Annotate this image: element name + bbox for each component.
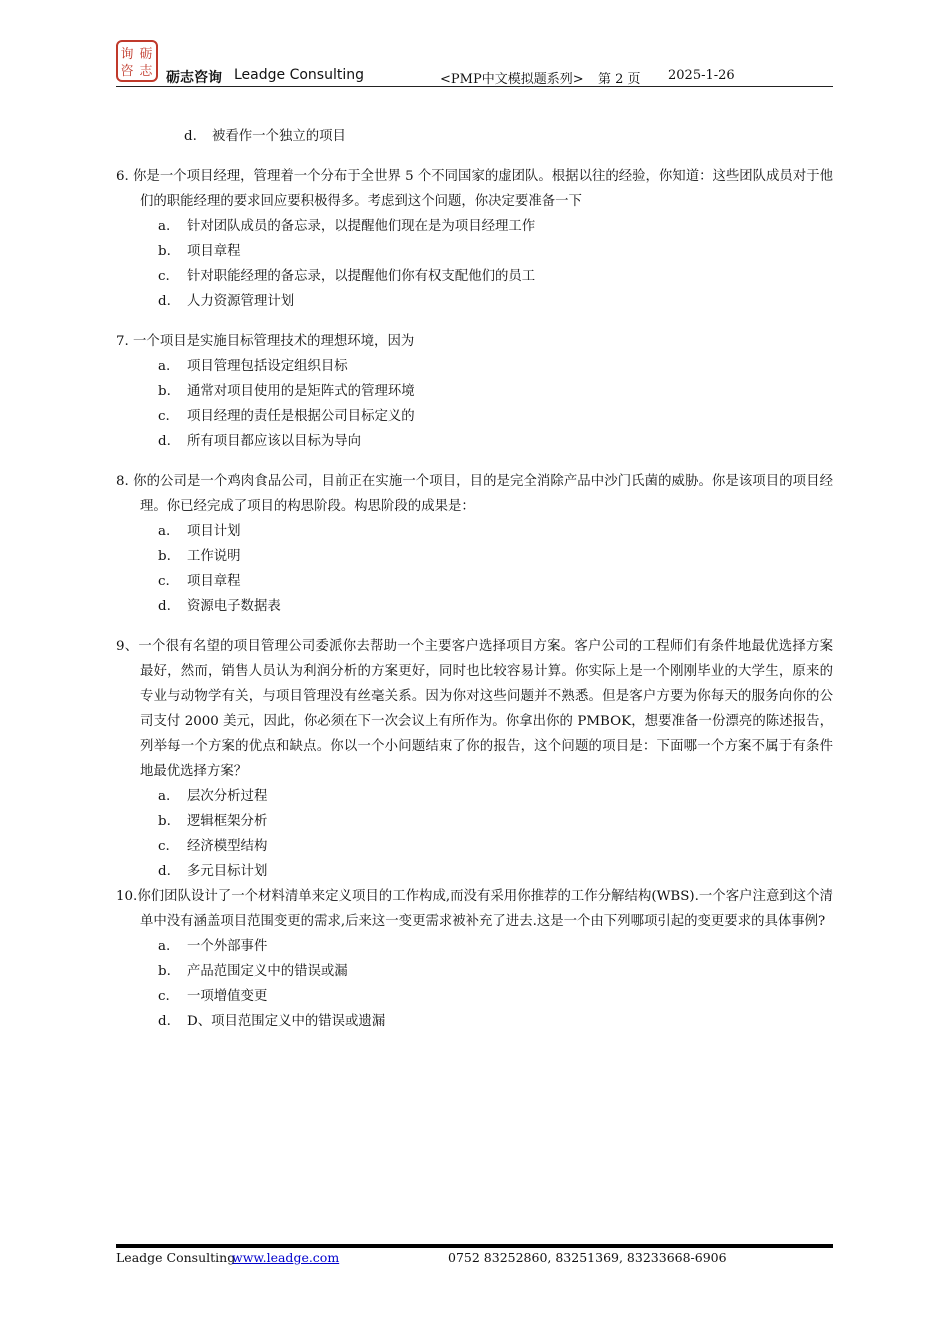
- option-text: 逻辑框架分析: [187, 814, 268, 829]
- option-label: a.: [158, 524, 171, 539]
- question-6: [116, 164, 833, 314]
- option-label: c.: [158, 839, 170, 854]
- question-stem: 8. 你的公司是一个鸡肉食品公司，目前正在实施一个项目，目的是完全消除产品中沙门氏菌的威胁。你是该项目的项目经理。你已经完成了项目的构思阶段。构思阶段的成果是：: [116, 474, 833, 514]
- option-text: 项目计划: [187, 524, 241, 539]
- option-label: b.: [158, 384, 171, 399]
- option-text: 项目章程: [187, 574, 241, 589]
- option-label: c.: [158, 989, 170, 1004]
- company-name-cn: 砺志咨询: [166, 70, 222, 86]
- option-label: c.: [158, 409, 170, 424]
- option-text: 项目章程: [187, 244, 241, 259]
- option-text: 工作说明: [187, 549, 241, 564]
- footer-phone: 0752 83252860, 83251369, 83233668-6906: [448, 1250, 727, 1265]
- option-text: 项目管理包括设定组织目标: [187, 359, 348, 374]
- option-label: b.: [158, 814, 171, 829]
- question-stem: 7. 一个项目是实施目标管理技术的理想环境，因为: [116, 334, 415, 349]
- footer-company: Leadge Consulting: [116, 1250, 236, 1265]
- option-text: 一项增值变更: [187, 989, 268, 1004]
- option-text: 针对团队成员的备忘录，以提醒他们现在是为项目经理工作: [187, 219, 536, 234]
- option-label: d.: [158, 434, 171, 449]
- option-text: 被看作一个独立的项目: [212, 129, 346, 144]
- option-text: D、项目范围定义中的错误或遗漏: [187, 1014, 386, 1029]
- option-text: 多元目标计划: [187, 864, 268, 879]
- option-text: 项目经理的责任是根据公司目标定义的: [187, 409, 415, 424]
- option-label: d.: [158, 294, 171, 309]
- option-item: [116, 429, 833, 454]
- option-label: c.: [158, 269, 170, 284]
- seal-char: 志: [139, 64, 153, 79]
- option-text: 通常对项目使用的是矩阵式的管理环境: [187, 384, 415, 399]
- option-item: [116, 569, 833, 594]
- option-item: [116, 404, 833, 429]
- option-item: [116, 959, 833, 984]
- question-9: [116, 634, 833, 884]
- option-item: [116, 519, 833, 544]
- option-label: c.: [158, 574, 170, 589]
- document-body: [116, 124, 833, 1034]
- seal-char: 咨: [120, 64, 134, 79]
- option-item: [116, 594, 833, 619]
- seal-char: 砺: [139, 47, 153, 62]
- option-item: [116, 379, 833, 404]
- option-item: [116, 984, 833, 1009]
- option-text: 产品范围定义中的错误或漏: [187, 964, 348, 979]
- option-text: 一个外部事件: [187, 939, 268, 954]
- option-item: [116, 124, 833, 149]
- option-label: b.: [158, 244, 171, 259]
- option-label: d.: [158, 1014, 171, 1029]
- option-label: a.: [158, 789, 171, 804]
- question-10: [116, 884, 833, 1034]
- option-item: [116, 264, 833, 289]
- option-label: d.: [158, 599, 171, 614]
- option-item: [116, 859, 833, 884]
- company-name-en: Leadge Consulting: [234, 67, 364, 83]
- seal-char: 询: [120, 47, 134, 62]
- option-item: [116, 354, 833, 379]
- option-text: 资源电子数据表: [187, 599, 281, 614]
- option-item: [116, 214, 833, 239]
- option-text: 针对职能经理的备忘录，以提醒他们你有权支配他们的员工: [187, 269, 536, 284]
- option-label: a.: [158, 219, 171, 234]
- option-text: 经济模型结构: [187, 839, 268, 854]
- document-date: 2025-1-26: [668, 68, 735, 83]
- option-item: [116, 834, 833, 859]
- option-item: [116, 809, 833, 834]
- option-item: [116, 784, 833, 809]
- option-label: b.: [158, 549, 171, 564]
- option-item: [116, 239, 833, 264]
- question-8: [116, 469, 833, 619]
- option-item: [116, 1009, 833, 1034]
- series-title: <PMP中文模拟题系列>: [440, 72, 584, 87]
- option-label: d.: [184, 129, 197, 144]
- option-text: 层次分析过程: [187, 789, 268, 804]
- option-item: [116, 544, 833, 569]
- footer-divider: [116, 1244, 833, 1248]
- option-label: a.: [158, 939, 171, 954]
- header-divider: [116, 86, 833, 87]
- option-item: [116, 289, 833, 314]
- option-label: d.: [158, 864, 171, 879]
- option-text: 所有项目都应该以目标为导向: [187, 434, 362, 449]
- page-header: [116, 40, 833, 88]
- question-stem: 9、一个很有名望的项目管理公司委派你去帮助一个主要客户选择项目方案。客户公司的工程师们有条件地最优选择方案最好，然而，销售人员认为利润分析的方案更好，同时也比较容易计算。你实际上是一个刚刚毕业的大学生，原来的专业与动物学有关，与项目管理没有丝毫关系。因为你对这些问题并不熟悉。但是客户方要为你每天的服务向你的公司支付 2000 美元，因此，你必须在下一次会议上有所作为。你拿出你的 PMBOK，想要准备一份漂亮的陈述报告，列举每一个方案的优点和缺点。你以一个小问题结束了你的报告，这个问题的项目是：下面哪一个方案不属于有条件地最优选择方案？: [116, 639, 833, 779]
- company-seal-logo: [116, 40, 158, 82]
- option-label: a.: [158, 359, 171, 374]
- question-7: [116, 329, 833, 454]
- option-item: [116, 934, 833, 959]
- footer-website-link[interactable]: www.leadge.com: [232, 1250, 340, 1265]
- option-label: b.: [158, 964, 171, 979]
- question-stem: 6. 你是一个项目经理，管理着一个分布于全世界 5 个不同国家的虚团队。根据以往的经验，你知道：这些团队成员对于他们的职能经理的要求回应要积极得多。考虑到这个问题，你决定要准备一下: [116, 169, 833, 209]
- page-number: 第 2 页: [598, 72, 641, 87]
- question-stem: 10.你们团队设计了一个材料清单来定义项目的工作构成,而没有采用你推荐的工作分解结构(WBS).一个客户注意到这个清单中没有涵盖项目范围变更的需求,后来这一变更需求被补充了进去.这是一个由下列哪项引起的变更要求的具体事例?: [116, 889, 833, 929]
- option-text: 人力资源管理计划: [187, 294, 295, 309]
